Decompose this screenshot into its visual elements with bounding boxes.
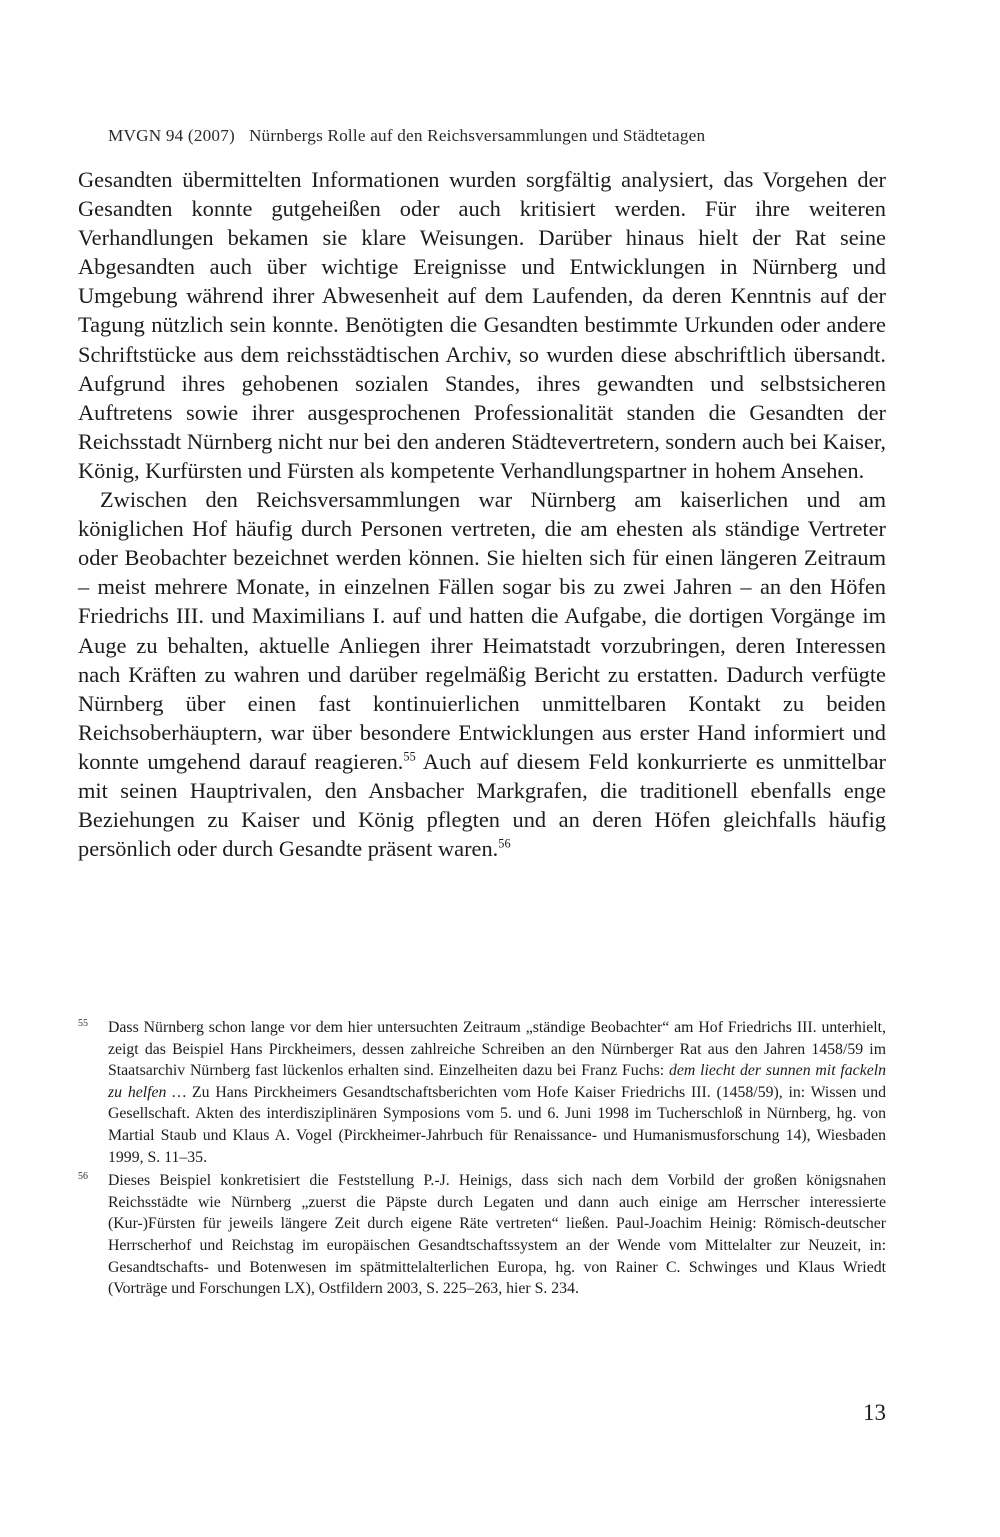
footnote-56 [78, 1170, 886, 1300]
footnotes [78, 1017, 886, 1300]
footnote-text: Zu Hans Pirckheimers Gesandtschaftsberichten vom Hofe Kaiser Friedrichs III. (1458/59), in: Wissen und Gesellschaft. Akten des interdisziplinären Symposions vom 5. und 6. Juni 1998 im Tucherschloß in Nürnberg, hg. von Martial Staub und Klaus A. Vogel (Pirckheimer-Jahrbuch für Renaissance- und Humanismusforschung 14), Wiesbaden 1999, S. 11–35. [108, 1083, 886, 1166]
footnote-italic-title: dem liecht der sunnen mit fackeln zu helfen … [108, 1062, 886, 1101]
footnote-number: 56 [78, 1171, 88, 1183]
footnote-ref-55[interactable]: 55 [403, 749, 416, 764]
journal-reference: MVGN 94 (2007) [108, 126, 235, 145]
page-number: 13 [863, 1400, 886, 1425]
body-text [78, 165, 886, 863]
paragraph-1: Gesandten übermittelten Informationen wurden sorgfältig analysiert, das Vorgehen der Gesandten konnte gutgeheißen oder auch kritisiert werden. Für ihre weiteren Verhandlungen bekamen sie klare Weisungen. Darüber hinaus hielt der Rat seine Abgesandten auch über wichtige Ereignisse und Entwicklungen in Nürnberg und Umgebung während ihrer Abwesenheit auf dem Laufenden, da deren Kenntnis auf der Tagung nützlich sein konnte. Benötigten die Gesandten bestimmte Urkunden oder andere Schriftstücke aus dem reichsstädtischen Archiv, so wurden diese abschriftlich übersandt. Aufgrund ihres gehobenen sozialen Standes, ihres gewandten und selbstsicheren Auftretens sowie ihrer ausgesprochenen Professionalität standen die Gesandten der Reichsstadt Nürnberg nicht nur bei den anderen Städtevertretern, sondern auch bei Kaiser, König, Kurfürsten und Fürsten als kompetente Verhandlungspartner in hohem Ansehen. [78, 167, 886, 483]
paragraph-2-part-b: Auch auf diesem Feld konkurrierte es unmittelbar mit seinen Hauptrivalen, den Ansbacher Markgrafen, die traditionell ebenfalls enge Beziehungen zu Kaiser und König pflegten und an deren Höfen gleichfalls häufig persönlich oder durch Gesandte präsent waren. [78, 748, 886, 862]
footnote-number: 55 [78, 1018, 88, 1029]
page [78, 0, 886, 1537]
running-head [108, 126, 878, 146]
running-title: Nürnbergs Rolle auf den Reichsversammlungen und Städtetagen [248, 126, 706, 145]
footnote-ref-56[interactable]: 56 [498, 836, 511, 851]
footnote-text: Dieses Beispiel konkretisiert die Feststellung P.-J. Heinigs, dass sich nach dem Vorbild der großen königsnahen Reichsstädte wie Nürnberg „zuerst die Päpste durch Legaten und dann auch einige am Herrscher interessierte (Kur-)Fürsten für jeweils längere Zeit durch eigene Räte vertreten“ ließen. Paul-Joachim Heinig: Römisch-deutscher Herrscherhof und Reichstag im europäischen Gesandtschaftssystem an der Wende vom Mittelalter zur Neuzeit, in: Gesandtschafts- und Botenwesen im spätmittelalterlichen Europa, hg. von Rainer C. Schwinges und Klaus Wriedt (Vorträge und Forschungen LX), Ostfildern 2003, S. 225–263, hier S. 234. [108, 1172, 886, 1298]
paragraph-2-part-a: Zwischen den Reichsversammlungen war Nürnberg am kaiserlichen und am königlichen Hof häufig durch Personen vertreten, die am ehesten als ständige Vertreter oder Beobachter bezeichnet werden können. Sie hielten sich für einen längeren Zeitraum – meist mehrere Monate, in einzelnen Fällen sogar bis zu zwei Jahren – an den Höfen Friedrichs III. und Maximilians I. auf und hatten die Aufgabe, die dortigen Vorgänge im Auge zu behalten, aktuelle Anliegen ihrer Heimatstadt vorzubringen, deren Interessen nach Kräften zu wahren und darüber regelmäßig Bericht zu erstatten. Dadurch verfügte Nürnberg über einen fast kontinuierlichen unmittelbaren Kontakt zu beiden Reichsoberhäuptern, war über besondere Entwicklungen aus erster Hand informiert und konnte umgehend darauf reagieren. [78, 487, 886, 774]
paragraph-2 [78, 485, 886, 863]
footnote-text: Dass Nürnberg schon lange vor dem hier untersuchten Zeitraum „ständige Beobachter“ am Hof Friedrichs III. unterhielt, zeigt das Beispiel Hans Pirckheimers, dessen zahlreiche Schreiben an den Nürnberger Rat aus den Jahren 1458/59 im Staatsarchiv Nürnberg fast lückenlos erhalten sind. Einzelheiten dazu bei Franz Fuchs: [108, 1019, 886, 1080]
footnote-55 [78, 1017, 886, 1168]
